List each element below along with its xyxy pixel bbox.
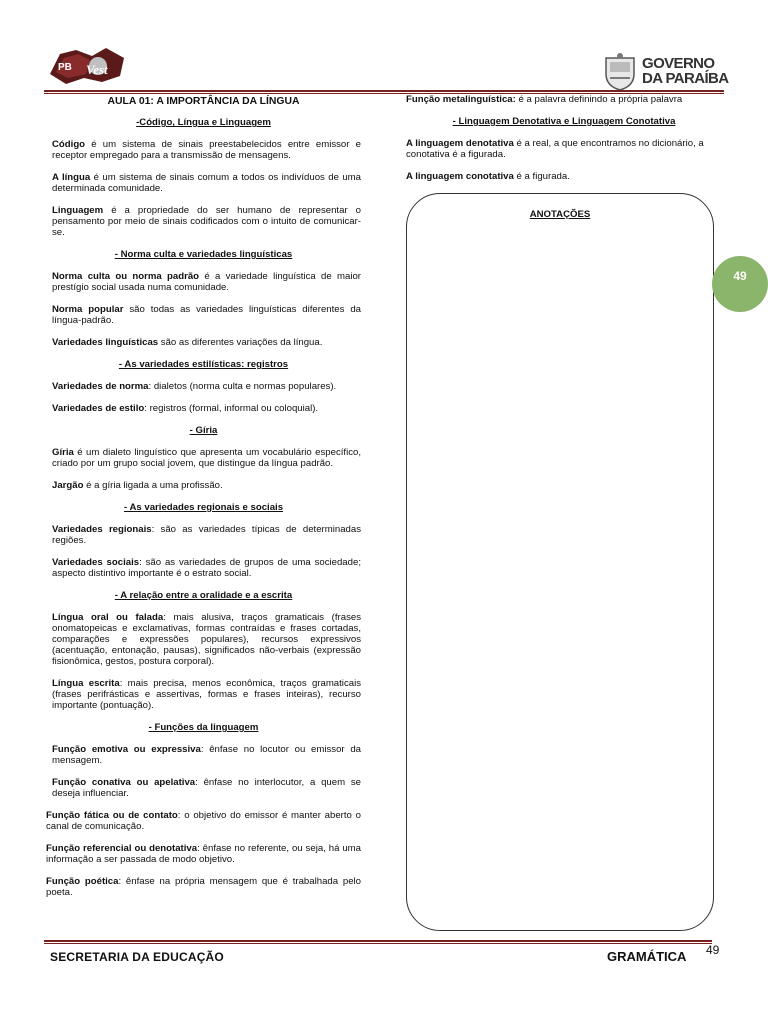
paragraph — [406, 171, 722, 182]
definition: é um sistema de sinais comum a todos os indivíduos de uma determinada comunidade. — [52, 172, 361, 194]
definition: : o objetivo do emissor é manter aberto o canal de comunicação. — [46, 810, 361, 832]
governo-paraiba-logo — [602, 52, 730, 92]
definition: : ênfase no referente, ou seja, há uma informação a ser passada de modo objetivo. — [46, 843, 361, 865]
pbvest-logo — [46, 44, 128, 88]
governo-paraiba-text — [642, 56, 729, 86]
section-heading: - Linguagem Denotativa e Linguagem Conotativa — [452, 116, 676, 127]
section-heading: - A relação entre a oralidade e a escrita — [114, 590, 293, 601]
paragraph — [46, 480, 361, 491]
term: Norma popular — [52, 304, 124, 315]
definition: é a real, a que encontramos no dicionário, a conotativa é a figurada. — [406, 138, 704, 160]
definition: : ênfase na própria mensagem que é trabalhada pelo poeta. — [46, 876, 361, 898]
term: Variedades sociais — [52, 557, 140, 568]
term: Norma culta ou norma padrão — [52, 271, 200, 282]
term: A linguagem denotativa — [406, 138, 514, 149]
term: Função emotiva ou expressiva — [52, 744, 201, 755]
term: Código — [52, 139, 86, 150]
paragraph — [46, 557, 361, 579]
coat-of-arms-icon — [602, 52, 638, 92]
page-badge — [712, 256, 768, 312]
page-badge-number: 49 — [733, 269, 747, 283]
section-heading: - As variedades estilísticas: registros — [118, 359, 289, 370]
term: Função fática ou de contato — [46, 810, 178, 821]
term: Variedades linguísticas — [52, 337, 159, 348]
paragraph — [46, 139, 361, 161]
definition: : são as variedades de grupos de uma sociedade; aspecto distintivo importante é o estrato social. — [52, 557, 361, 579]
term: Função poética — [46, 876, 119, 887]
definition: é a palavra definindo a própria palavra — [515, 94, 683, 105]
paragraph — [46, 172, 361, 194]
svg-text:Vest: Vest — [86, 62, 108, 77]
paragraph — [46, 524, 361, 546]
term: Língua escrita — [52, 678, 120, 689]
term: Função metalinguística: — [406, 94, 516, 105]
section-heading: - Funções da linguagem — [148, 722, 259, 733]
definition: : ênfase no interlocutor, a quem se deseja influenciar. — [52, 777, 361, 799]
paragraph — [46, 381, 361, 392]
paragraph — [46, 447, 361, 469]
paragraph — [46, 843, 361, 865]
definition: : ênfase no locutor ou emissor da mensagem. — [52, 744, 361, 766]
paragraph — [46, 403, 361, 414]
definition: : são as variedades típicas de determinadas regiões. — [52, 524, 361, 546]
section-heading: - Norma culta e variedades linguísticas — [114, 249, 293, 260]
definition: é a figurada. — [513, 171, 570, 182]
definition: é a gíria ligada a uma profissão. — [83, 480, 223, 491]
definition: são as diferentes variações da língua. — [158, 337, 323, 348]
footer-secretaria: SECRETARIA DA EDUCAÇÃO — [50, 950, 224, 964]
paragraph — [46, 876, 361, 898]
footer-rule — [44, 940, 712, 944]
paragraph — [46, 678, 361, 711]
paragraph — [46, 744, 361, 766]
section-heading: -Código, Língua e Linguagem — [136, 117, 271, 128]
term: Função conativa ou apelativa — [52, 777, 196, 788]
definition: é a propriedade do ser humano de representar o pensamento por meio de sinais codificados com o intuito de comunicar-se. — [52, 205, 361, 238]
logo-line-1: GOVERNO — [642, 55, 715, 72]
term: Jargão — [52, 480, 84, 491]
left-column — [46, 94, 361, 909]
term: Linguagem — [52, 205, 104, 216]
term: Função referencial ou denotativa — [46, 843, 198, 854]
term: A língua — [52, 172, 91, 183]
definition: : registros (formal, informal ou coloquial). — [144, 403, 319, 414]
definition: : mais precisa, menos econômica, traços gramaticais (frases perifrásticas e assertivas, formas e frases inteiras), recurso importante (pontuação). — [52, 678, 362, 711]
term: Gíria — [52, 447, 74, 458]
definition: é um sistema de sinais preestabelecidos entre emissor e receptor empregado para a transmissão de mensagens. — [52, 139, 361, 161]
paragraph — [46, 304, 361, 326]
term: Variedades de estilo — [52, 403, 145, 414]
logo-line-2: DA PARAÍBA — [642, 70, 729, 87]
term: Variedades de norma — [52, 381, 149, 392]
footer-subject: GRAMÁTICA — [607, 949, 687, 964]
definition: são todas as variedades linguísticas diferentes da língua-padrão. — [52, 304, 361, 326]
section-heading: - Gíria — [189, 425, 218, 436]
term: A linguagem conotativa — [406, 171, 514, 182]
right-column — [406, 94, 722, 193]
paragraph — [406, 94, 722, 105]
definition: é um dialeto linguístico que apresenta um vocabulário específico, criado por um grupo social jovem, que distingue da língua padrão. — [52, 447, 361, 469]
notes-title: ANOTAÇÕES — [529, 209, 591, 220]
paragraph — [406, 138, 722, 160]
lesson-title: AULA 01: A IMPORTÂNCIA DA LÍNGUA — [107, 96, 300, 107]
paragraph — [46, 205, 361, 238]
svg-text:PB: PB — [58, 62, 72, 73]
footer-page-number: 49 — [706, 943, 720, 957]
term: Língua oral ou falada — [52, 612, 164, 623]
term: Variedades regionais — [52, 524, 152, 535]
definition: é a variedade linguística de maior prestígio social usada numa comunidade. — [52, 271, 361, 293]
notes-box — [406, 193, 714, 931]
section-heading: - As variedades regionais e sociais — [123, 502, 284, 513]
definition: : dialetos (norma culta e normas populares). — [148, 381, 337, 392]
paragraph — [46, 810, 361, 832]
paragraph — [46, 612, 361, 667]
definition: : mais alusiva, traços gramaticais (frases onomatopeicas e exclamativas, formas contraídas e frases cortadas, comparações e expressões populares), recursos expressivos (acentuação, entonação, pausas), significados não-verbais (expressão fisionômica, gestos, postura corporal). — [52, 612, 361, 667]
paragraph — [46, 271, 361, 293]
paragraph — [46, 337, 361, 348]
paragraph — [46, 777, 361, 799]
